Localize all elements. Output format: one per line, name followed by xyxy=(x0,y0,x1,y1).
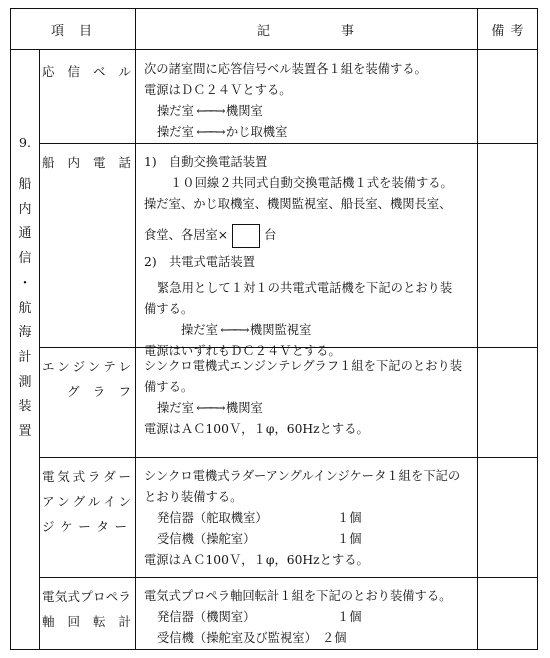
two-way-arrow-icon: ←──→ xyxy=(220,323,248,337)
content-response-bell: 次の諸室間に応答信号ベル装置各１組を装備する。 電源はＤＣ２４Ｖとする。 操だ室 ←──→ 機関室 操だ室 ←──→ かじ取機室 xyxy=(144,59,474,143)
item-label-ship-telephone: 船 内 電 話 xyxy=(42,155,131,170)
quantity-blank-box xyxy=(232,224,260,248)
header-description: 記 事 xyxy=(256,23,355,39)
section-number: 9. xyxy=(19,135,31,150)
content-rudder-angle-indicator: シンクロ電機式ラダーアングルインジケータ１組を下記の とおり装備する。 発信器（舵取機室） １個 受信機（操舵室） １個 電源はＡＣ100Ｖ，１φ，60Hzとする。 xyxy=(144,469,461,567)
section-title: 船 内 通 信 ・ 航 海 計 測 装 置 xyxy=(18,177,32,440)
row-divider xyxy=(39,457,537,458)
row-divider xyxy=(39,143,537,144)
item-label-rudder-angle-indicator: 電 気 式 ラ ダ ー ア ン グ ル イ ン ジ ケ ー タ ー xyxy=(42,469,131,534)
header-remarks: 備 考 xyxy=(491,23,525,39)
two-way-arrow-icon: ←──→ xyxy=(196,401,224,415)
content-ship-telephone: 1) 自動交換電話装置 １０回線２共同式自動交換電話機１式を装備する。 操だ室、かじ取機室、機関監視室、船長室、機関長室、 食堂、各居室× 台 2) 共電式電話装置 緊急用として１対１の共電式電話機を下記のとおり装 備する。 操だ室 ←──→ 機関監視室 電源はいずれもＤＣ２４Ｖとする。 xyxy=(144,155,453,358)
header-item: 項 目 xyxy=(50,23,93,39)
content-engine-telegraph: シンクロ電機式エンジンテレグラフ１組を下記のとおり装 備する。 操だ室 ←──→ 機関室 電源はＡＣ100Ｖ，１φ，60Hzとする。 xyxy=(144,359,463,436)
section-column-divider xyxy=(39,49,40,649)
content-propeller-tachometer: 電気式プロペラ軸回転計１組を下記のとおり装備する。 発信器（機関室） １個 受信機（操舵室及び監視室） ２個 xyxy=(144,589,452,645)
item-column-divider xyxy=(135,9,136,649)
remarks-column-divider xyxy=(477,9,478,649)
item-label-response-bell: 応 信 ベ ル xyxy=(42,64,131,79)
two-way-arrow-icon: ←──→ xyxy=(196,125,224,139)
specification-table xyxy=(10,8,538,650)
two-way-arrow-icon: ←──→ xyxy=(196,104,224,118)
row-divider xyxy=(39,577,537,578)
item-label-propeller-tachometer: 電 気 式 プ ロ ペ ラ 軸 回 転 計 xyxy=(42,589,131,629)
header-divider xyxy=(11,49,537,50)
item-label-engine-telegraph: エ ン ジ ン テ レ グ ラ フ xyxy=(42,359,131,399)
